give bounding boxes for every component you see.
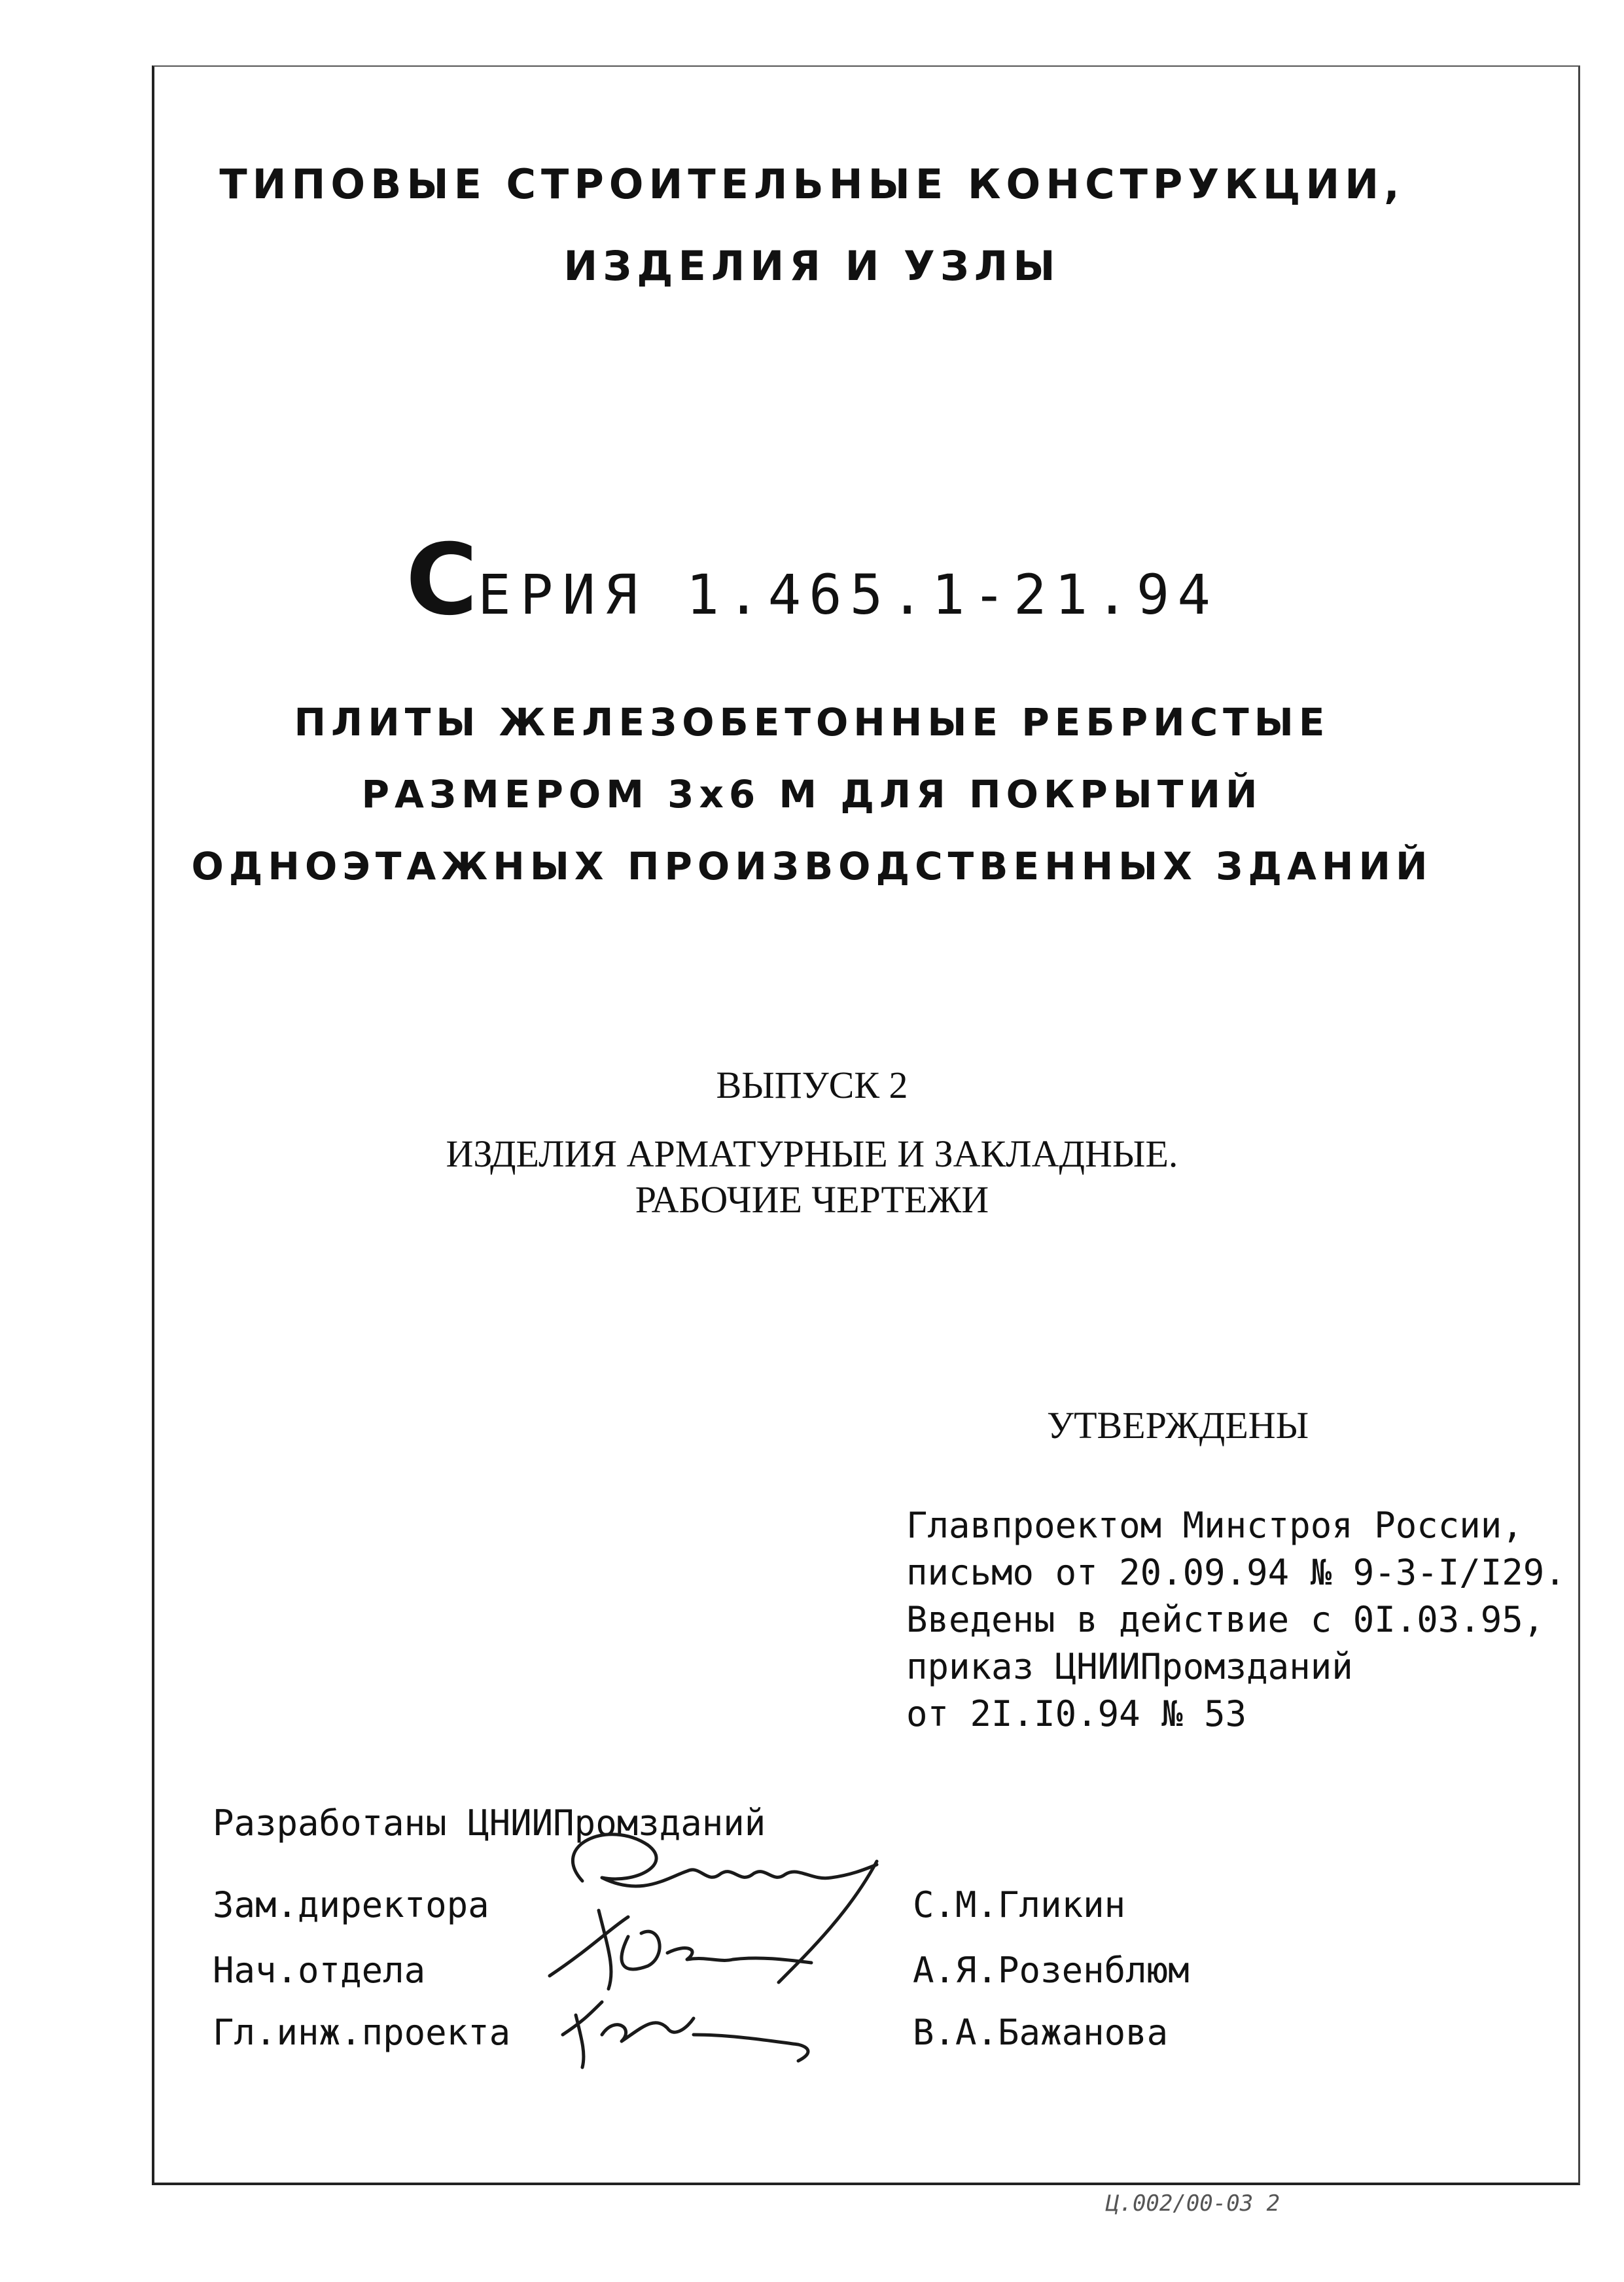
approval-line-4: приказ ЦНИИПромзданий — [906, 1646, 1353, 1687]
signatory-position-3: Гл.инж.проекта — [213, 2012, 511, 2053]
signatory-position-1: Зам.директора — [213, 1884, 489, 1925]
title-line-3: ОДНОЭТАЖНЫХ ПРОИЗВОДСТВЕННЫХ ЗДАНИЙ — [191, 844, 1433, 888]
signatory-name-2: А.Я.Розенблюм — [913, 1950, 1190, 1991]
signatory-name-3: В.А.Бажанова — [913, 2012, 1169, 2053]
series-word: ЕРИЯ — [478, 563, 647, 627]
signatory-name-1: С.М.Гликин — [913, 1884, 1126, 1925]
series-initial: С — [406, 523, 478, 637]
heading-line-2: ИЗДЕЛИЯ И УЗЛЫ — [563, 242, 1061, 290]
footer-document-code: Ц.002/00-03 2 — [1106, 2190, 1280, 2217]
series-number: 1.465.1-21.94 — [686, 563, 1218, 627]
developed-by: Разработаны ЦНИИПромзданий — [213, 1802, 766, 1844]
approval-heading: УТВЕРЖДЕНЫ — [1047, 1404, 1309, 1447]
issue-subject-line-1: ИЗДЕЛИЯ АРМАТУРНЫЕ И ЗАКЛАДНЫЕ. — [446, 1132, 1178, 1175]
approval-line-2: письмо от 20.09.94 № 9-3-I/I29. — [906, 1552, 1566, 1593]
issue-number: ВЫПУСК 2 — [716, 1064, 908, 1106]
signatory-position-2: Нач.отдела — [213, 1950, 426, 1991]
issue-subject-line-2: РАБОЧИЕ ЧЕРТЕЖИ — [635, 1178, 989, 1221]
title-line-1: ПЛИТЫ ЖЕЛЕЗОБЕТОННЫЕ РЕБРИСТЫЕ — [294, 700, 1330, 745]
handwritten-signatures — [537, 1819, 903, 2094]
approval-line-5: от 2I.I0.94 № 53 — [906, 1693, 1247, 1734]
approval-line-1: Главпроектом Минстроя России, — [906, 1505, 1523, 1546]
title-line-2: РАЗМЕРОМ 3х6 М ДЛЯ ПОКРЫТИЙ — [361, 772, 1263, 816]
series-title — [0, 523, 1624, 637]
heading-line-1: ТИПОВЫЕ СТРОИТЕЛЬНЫЕ КОНСТРУКЦИИ, — [219, 160, 1405, 208]
approval-line-3: Введены в действие с 0I.03.95, — [906, 1599, 1545, 1640]
